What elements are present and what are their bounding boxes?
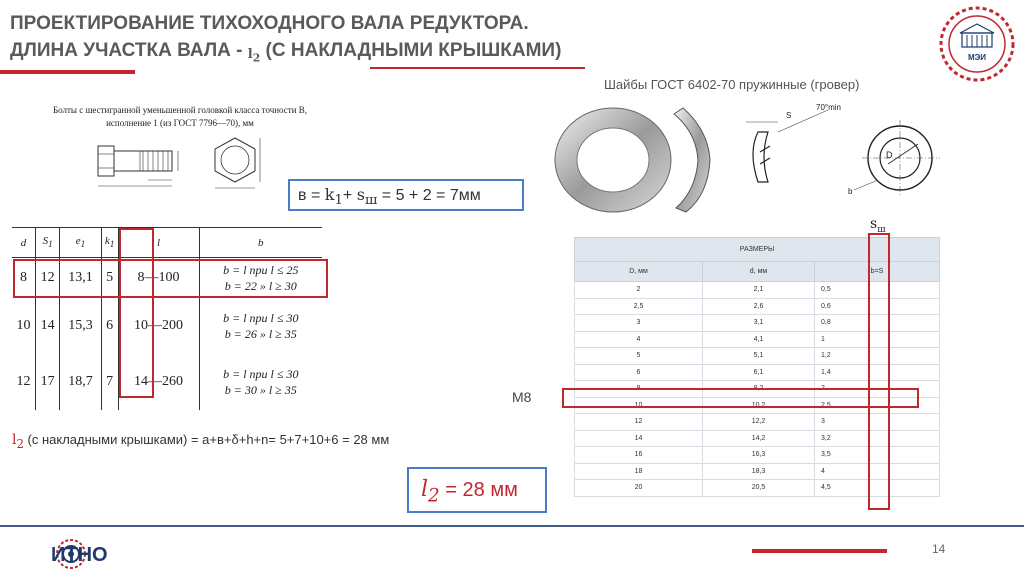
- sizes-col-d-outer: D, мм: [575, 262, 703, 282]
- separator-accent-bar: [370, 67, 585, 69]
- title-l-symbol: $l_2$: [247, 47, 261, 65]
- table-row: 16 16,3 3,5: [575, 447, 940, 464]
- formula-b-s: $s_ш$: [356, 185, 378, 209]
- hex-head-drawing-icon: [205, 132, 265, 194]
- table-row: 12 17 18,7 7 14—260 b = l при l ≤ 30 b = 30 » l ≥ 35: [12, 354, 322, 410]
- bolt-col-k1: $k_1$: [101, 228, 118, 258]
- itno-logo-text: ИТНО: [51, 544, 108, 566]
- svg-text:D: D: [886, 150, 893, 160]
- table-row: 10 10,2 2,5: [575, 397, 940, 414]
- bolt-caption: [30, 104, 330, 130]
- bolt-col-b: b: [199, 228, 322, 258]
- bolt-col-l: l: [118, 228, 199, 258]
- formula-l2-symbol: $l_2$: [12, 432, 24, 451]
- bolt-caption-line-1: Болты с шестигранной уменьшенной головкой класса точности В,: [52, 105, 308, 115]
- washer-front-drawing-icon: [848, 108, 948, 203]
- title-line-2-prefix: ДЛИНА УЧАСТКА ВАЛА -: [10, 40, 248, 61]
- bolt-k1-column-highlight: [119, 228, 154, 398]
- svg-text:S: S: [786, 111, 792, 120]
- mei-logo-icon: [938, 5, 1016, 83]
- table-row: 5 5,1 1,2: [575, 348, 940, 365]
- sizes-col-b: b=S: [815, 262, 940, 282]
- spring-washer-photo-icon: [548, 100, 728, 220]
- washer-m8-row-highlight: [562, 388, 919, 408]
- footer-accent-bar: [752, 549, 887, 553]
- m8-label: M8: [512, 389, 532, 405]
- table-row: 4 4,1 1: [575, 331, 940, 348]
- bolt-col-s1: $S_1$: [35, 228, 59, 258]
- bolt-col-d: d: [12, 228, 35, 258]
- table-row: 6 6,1 1,4: [575, 364, 940, 381]
- result-symbol: $l_2$: [421, 477, 440, 507]
- title-accent-bar: [0, 70, 135, 74]
- title-line-2-suffix: (С НАКЛАДНЫМИ КРЫШКАМИ): [260, 40, 562, 61]
- formula-b-box: $в = k_1+ s_ш = 5 + 2 = 7мм$: [288, 179, 524, 211]
- footer-divider: [0, 525, 1024, 527]
- table-row: 10 14 15,3 6 10—200 b = l при l ≤ 30 b = 26 » l ≥ 35: [12, 298, 322, 354]
- mei-logo-text: МЭИ: [967, 53, 987, 62]
- table-row: 2,5 2,6 0,6: [575, 298, 940, 315]
- table-row: 3 3,1 0,8: [575, 315, 940, 332]
- bolt-table-header: [12, 228, 322, 258]
- bolt-caption-line-2: исполнение 1 (из ГОСТ 7796—70), мм: [106, 118, 254, 128]
- table-row: 8 12 13,1 5 8—100 b = l при l ≤ 25 b = 22 » l ≥ 30: [12, 258, 322, 298]
- bolt-m8-row-highlight: [13, 259, 328, 298]
- table-row: 12 12,2 3: [575, 414, 940, 431]
- bolt-col-e1: $e_1$: [60, 228, 101, 258]
- result-box: $l_2 = 28$ мм: [407, 467, 547, 513]
- slide-title: [10, 10, 910, 72]
- page-number: 14: [932, 542, 946, 556]
- table-row: 14 14,2 3,2: [575, 430, 940, 447]
- washer-title: Шайбы ГОСТ 6402-70 пружинные (гровер): [604, 77, 860, 92]
- bolt-dimensions-table: [12, 227, 322, 410]
- s-sh-label: $s_ш$: [870, 216, 886, 235]
- svg-text:b: b: [848, 187, 853, 196]
- sizes-table-title: РАЗМЕРЫ: [575, 238, 940, 262]
- formula-b-k: $k_1$: [324, 185, 343, 209]
- table-row: 18 18,3 4: [575, 463, 940, 480]
- table-row: 2 2,1 0,5: [575, 282, 940, 299]
- title-line-1: ПРОЕКТИРОВАНИЕ ТИХОХОДНОГО ВАЛА РЕДУКТОРА.: [10, 13, 529, 34]
- washer-s-column-highlight: [868, 233, 890, 510]
- table-row: 20 20,5 4,5: [575, 480, 940, 497]
- sizes-col-d-inner: d, мм: [703, 262, 815, 282]
- washer-section-drawing-icon: [738, 102, 858, 197]
- svg-text:70°min: 70°min: [816, 103, 841, 112]
- table-row: 8 8,2 2: [575, 381, 940, 398]
- formula-l2: $l_2$ (с накладными крышками) = а+в+δ+h+n= 5+7+10+6 = 28 мм: [12, 432, 390, 451]
